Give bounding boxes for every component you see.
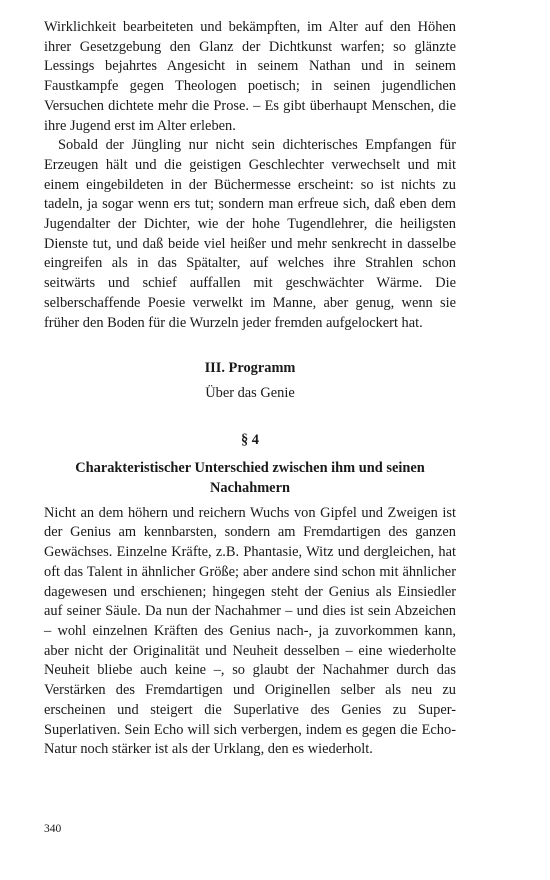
page-body bbox=[44, 18, 456, 760]
page-number: 340 bbox=[44, 823, 62, 835]
part-subheading: Über das Genie bbox=[205, 384, 295, 401]
body-paragraph: Sobald der Jüngling nur nicht sein dichterisches Empfangen für Erzeugen hält und die geistigen Geschlechter verwechselt und mit einem eingebildeten in der Büchermesse erscheint: so ist nichts zu tadeln, ja sogar wenn ers tut; sondern man erfreue sich, daß eben dem Jugendalter der Dichter, wie der hohe Tugendlehrer, die heiligsten Dienste tut, und daß beide viel heißer und mehr senkrecht in dasselbe eingreifen als in das Spätalter, auf welches ihre Strahlen schon seitwärts und schief auffallen mit geschwächter Wärme. Die selberschaffende Poesie verwelkt im Manne, aber genug, wenn sie früher den Boden für die Wurzeln jeder fremden aufgelockert hat. bbox=[44, 137, 456, 331]
body-paragraph-continued: Wirklichkeit bearbeiteten und bekämpften, im Alter auf den Höhen ihrer Gesetzgebung den Glanz der Dichtkunst warfen; so glänzte Lessings bejahrtes Angesicht in seinem Nathan und in seinem Faustkampfe gegen Theologen poetisch; in seinen jugendlichen Versuchen dichtete mehr die Prose. – Es gibt überhaupt Menschen, die ihre Jugend erst im Alter erleben. bbox=[44, 19, 456, 134]
section-number: § 4 bbox=[241, 431, 259, 448]
section-title: Charakteristischer Unterschied zwischen ihm und seinen Nachahmern bbox=[75, 460, 425, 497]
section-paragraph: Nicht an dem höhern und reichern Wuchs von Gipfel und Zweigen ist der Genius am kennbarsten, sondern am Fremdartigen des ganzen Gewächses. Einzelne Kräfte, z.B. Phantasie, Witz und dergleichen, hat oft das Talent in ähnlicher Größe; aber andere sind schon mit ähnlicher dagewesen und erschienen; hingegen steht der Genius als Einsiedler auf seiner Säule. Da nun der Nachahmer – und dies ist sein Abzeichen – wohl einzelnen Kräften des Genius nach-, ja zuvorkommen kann, aber nicht der Originalität und Neuheit desselben – eine wiederholte Neuheit bliebe auch keine –, so glaubt der Nachahmer durch das Verstärken des Fremdartigen und Originellen selber als neu zu erscheinen und steigert die Superlative des Genies zu Super-Superlativen. Sein Echo will sich verbergen, indem es gegen die Echo-Natur noch stärker ist als der Urklang, den es wiederholt. bbox=[44, 504, 456, 758]
part-heading: III. Programm bbox=[204, 360, 296, 377]
